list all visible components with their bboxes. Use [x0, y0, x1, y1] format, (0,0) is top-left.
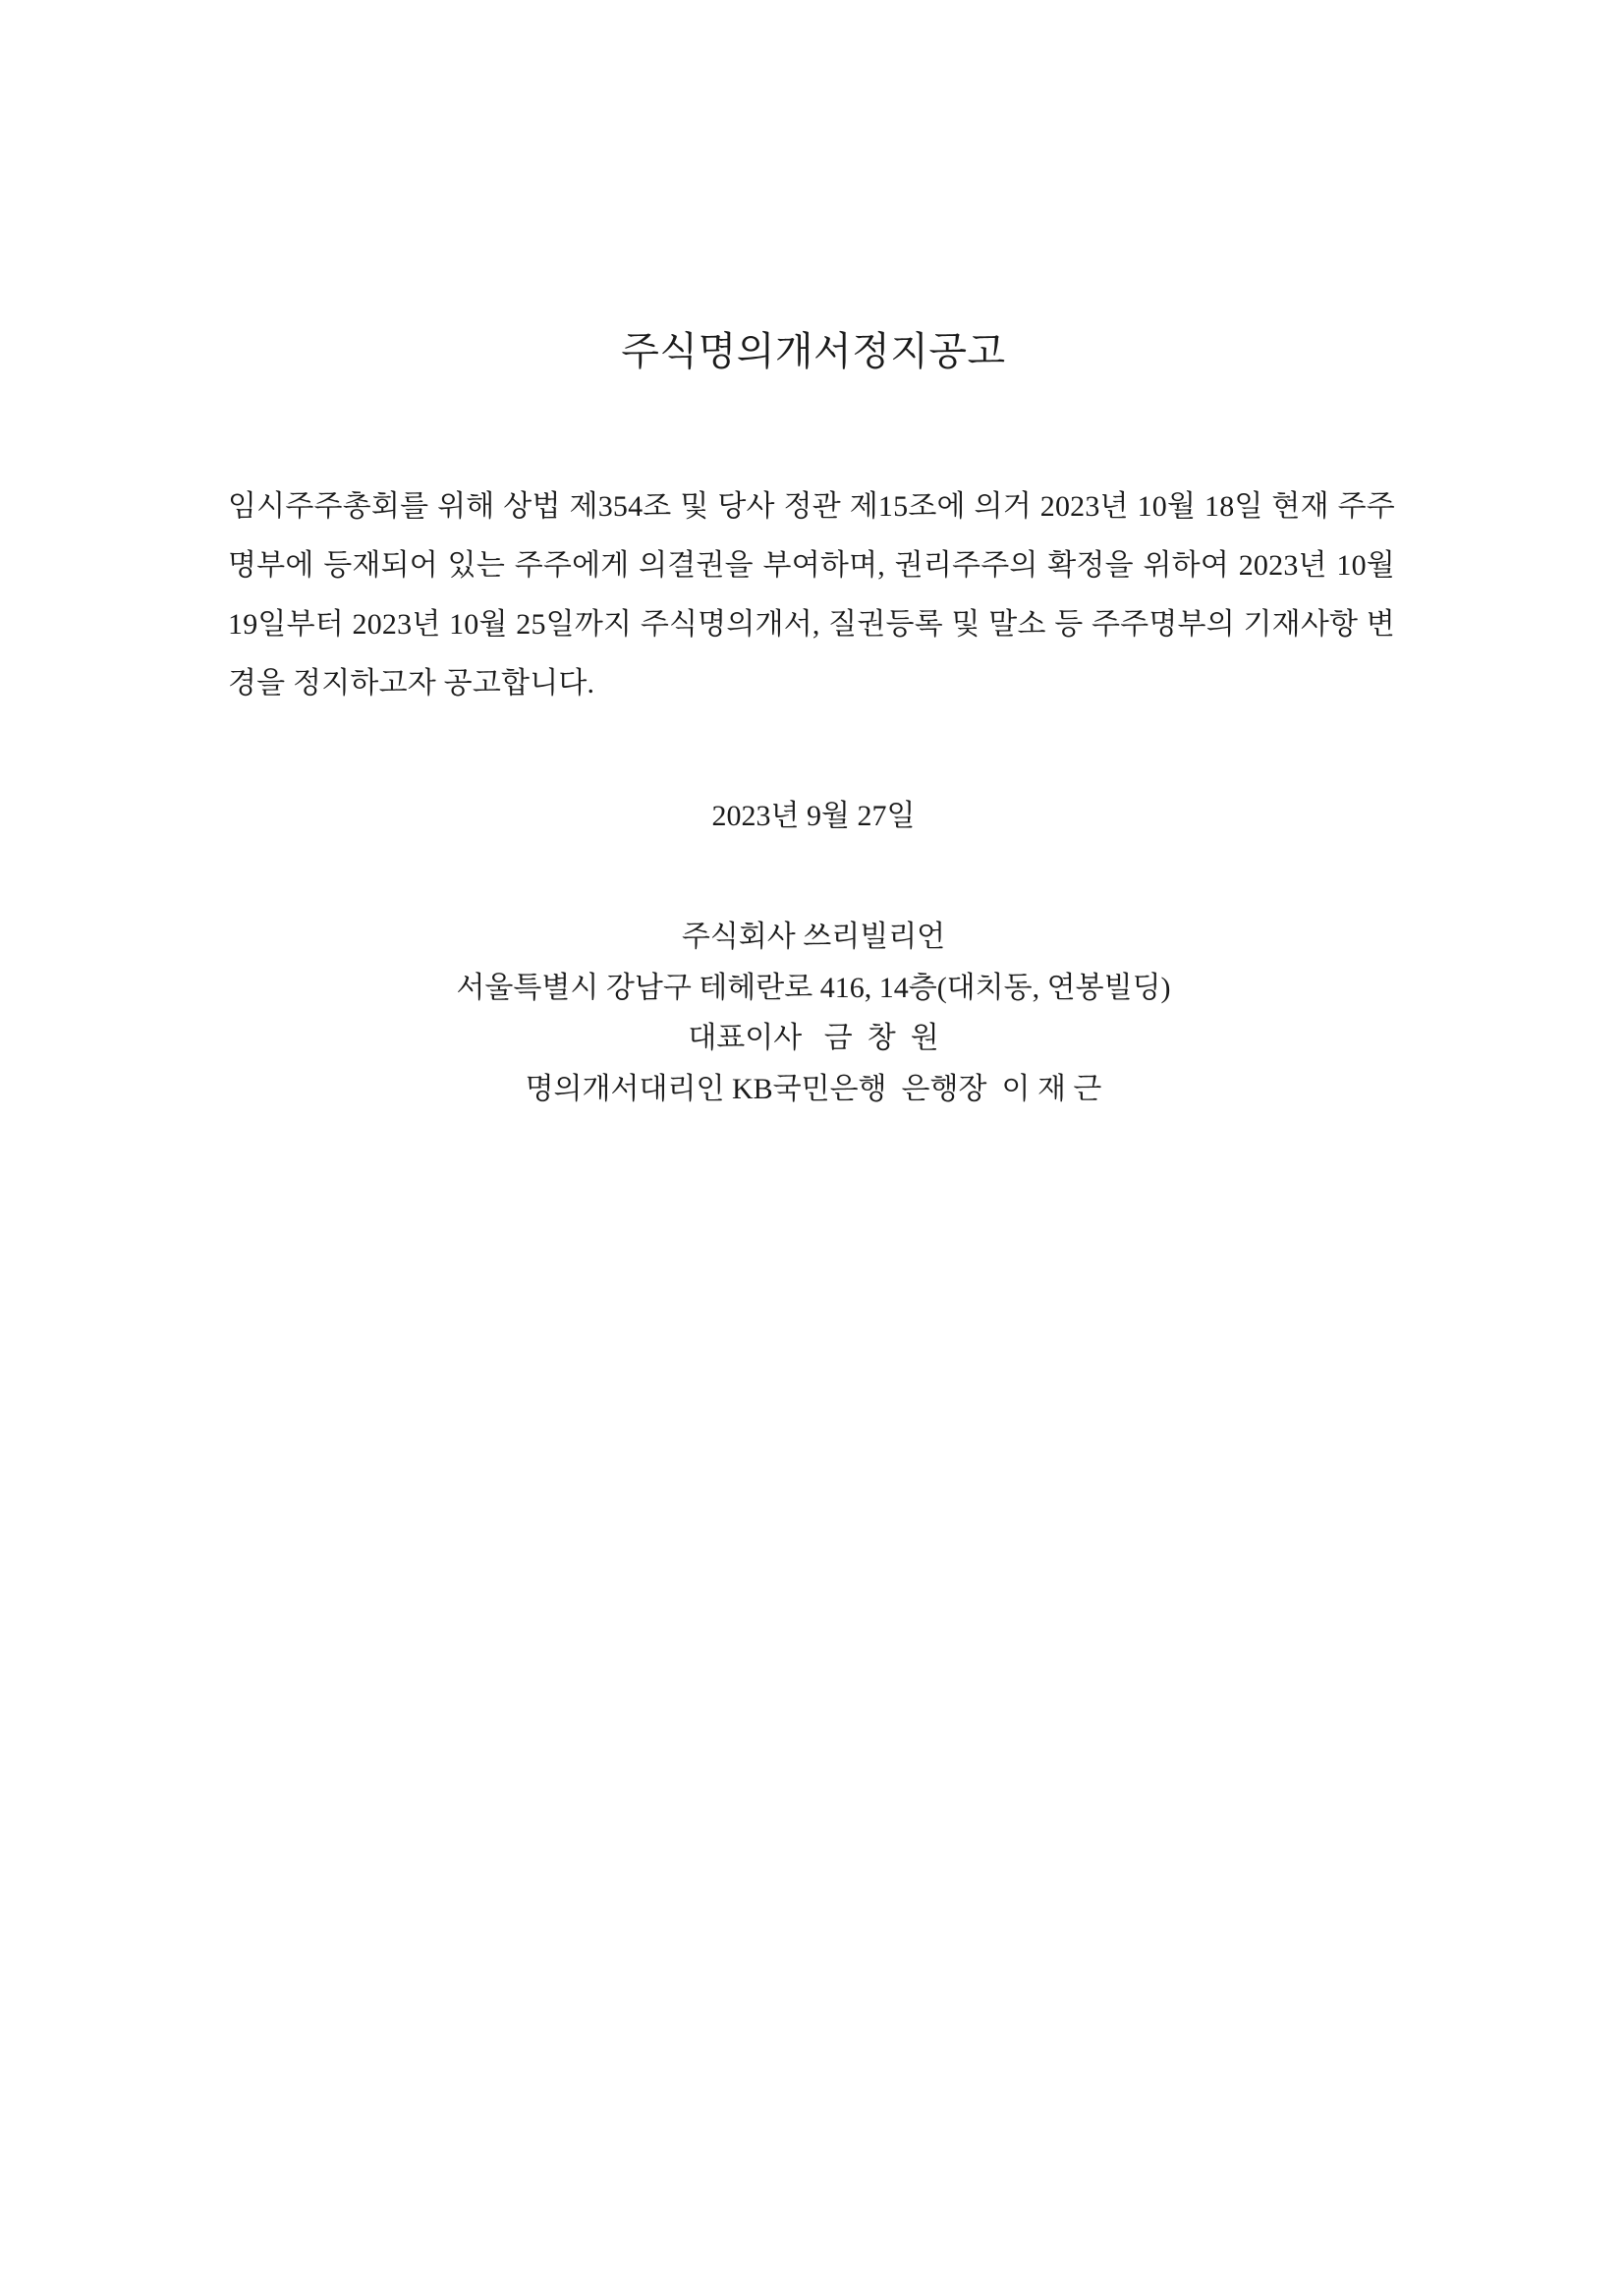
notice-date: 2023년 9월 27일 [711, 800, 916, 832]
transfer-agent: 명의개서대리인 KB국민은행 은행장 이 재 근 [525, 1072, 1102, 1105]
notice-body [224, 477, 1403, 713]
notice-body-paragraph: 임시주주총회를 위해 상법 제354조 및 당사 정관 제15조에 의거 2023년 10월 18일 현재 주주명부에 등재되어 있는 주주에게 의결권을 부여하며, 권리주주의 확정을 위하여 2023년 10월 19일부터 2023년 10월 25일까지 주식명의개서, 질권등록 및 말소 등 주주명부의 기재사항 변경을 정지하고자 공고합니다. [228, 490, 1395, 700]
representative-name: 대표이사 금 창 원 [688, 1022, 939, 1055]
document-content [224, 0, 1403, 1114]
company-name: 주식회사 쓰리빌리언 [681, 921, 946, 953]
signature-block [224, 912, 1403, 1114]
page-title: 주식명의개서정지공고 [621, 329, 1006, 373]
company-address: 서울특별시 강남구 테헤란로 416, 14층(대치동, 연봉빌딩) [456, 971, 1171, 1004]
